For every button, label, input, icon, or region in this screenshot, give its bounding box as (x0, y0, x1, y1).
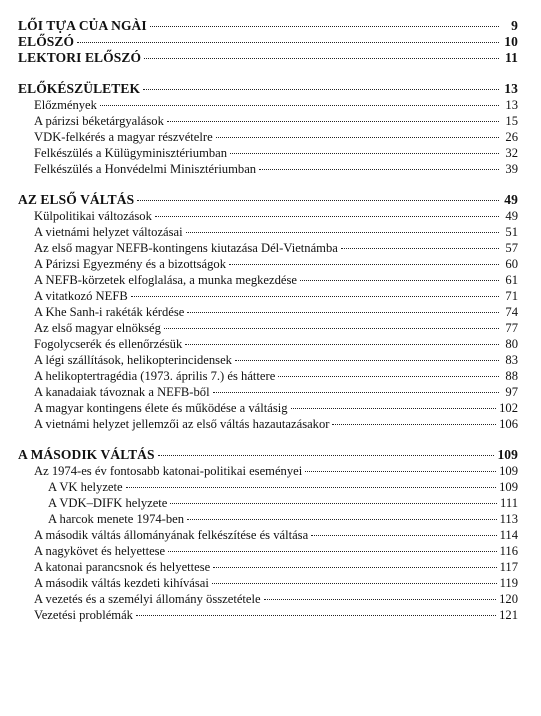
toc-subsection-entry (18, 511, 518, 527)
toc-entry-title: Felkészülés a Honvédelmi Minisztériumban (34, 162, 257, 176)
toc-entry-title: A vietnámi helyzet változásai (34, 225, 183, 239)
toc-page-number: 74 (505, 305, 518, 319)
toc-entry-title: A vezetés és a személyi állomány összetétele (34, 592, 261, 606)
toc-section-entry (18, 240, 518, 256)
toc-page-number: 49 (504, 192, 518, 207)
toc-section-entry (18, 352, 518, 368)
dot-leader (187, 519, 497, 520)
toc-page-number: 114 (499, 528, 518, 542)
toc-entry-title: A vitatkozó NEFB (34, 289, 128, 303)
toc-page-number: 13 (504, 81, 518, 96)
toc-entry-title: Fogolycserék és ellenőrzésük (34, 337, 183, 351)
toc-section-entry (18, 145, 518, 161)
toc-page-number: 121 (499, 608, 518, 622)
dot-leader (305, 471, 496, 472)
dot-leader (155, 216, 499, 217)
dot-leader (168, 551, 496, 552)
toc-page-number: 116 (499, 544, 518, 558)
toc-page-number: 97 (505, 385, 518, 399)
toc-section-entry (18, 113, 518, 129)
toc-entry-title: A Párizsi Egyezmény és a bizottságok (34, 257, 227, 271)
dot-leader (185, 344, 499, 345)
toc-entry-title: Az első magyar NEFB-kontingens kiutazása Dél-Vietnámba (34, 241, 338, 255)
toc-chapter-entry (18, 34, 518, 50)
toc-section-entry (18, 543, 518, 559)
dot-leader (144, 58, 499, 59)
dot-leader (291, 408, 497, 409)
dot-leader (341, 248, 499, 249)
dot-leader (259, 169, 499, 170)
dot-leader (332, 424, 496, 425)
toc-page-number: 51 (505, 225, 518, 239)
toc-page-number: 61 (505, 273, 518, 287)
toc-section-entry (18, 224, 518, 240)
toc-entry-title: A kanadaiak távoznak a NEFB-ből (34, 385, 210, 399)
toc-section-entry (18, 161, 518, 177)
toc-entry-title: LEKTORI ELŐSZÓ (18, 50, 142, 65)
toc-page-number: 39 (505, 162, 518, 176)
toc-entry-title: A magyar kontingens élete és működése a váltásig (34, 401, 288, 415)
toc-entry-title: Felkészülés a Külügyminisztériumban (34, 146, 228, 160)
toc-chapter-entry (18, 18, 518, 34)
toc-entry-title: A VDK–DIFK helyzete (48, 496, 168, 510)
toc-entry-title: Vezetési problémák (34, 608, 133, 622)
dot-leader (170, 503, 497, 504)
toc-entry-title: Az 1974-es év fontosabb katonai-politikai eseményei (34, 464, 303, 478)
dot-leader (229, 264, 499, 265)
toc-page-number: 77 (505, 321, 518, 335)
toc-page-number: 117 (499, 560, 518, 574)
toc-page-number: 13 (505, 98, 518, 112)
toc-section-entry (18, 272, 518, 288)
toc-entry-title: ELŐKÉSZÜLETEK (18, 81, 141, 96)
dot-leader (137, 200, 499, 201)
toc-page-number: 57 (505, 241, 518, 255)
dot-leader (150, 26, 499, 27)
dot-leader (213, 392, 499, 393)
toc-section-entry (18, 591, 518, 607)
toc-page-number: 109 (497, 447, 518, 462)
dot-leader (311, 535, 496, 536)
toc-entry-title: AZ ELSŐ VÁLTÁS (18, 192, 135, 207)
dot-leader (158, 455, 495, 456)
toc-section-entry (18, 129, 518, 145)
toc-page-number: 106 (499, 417, 518, 431)
toc-page-number: 15 (505, 114, 518, 128)
toc-section-entry (18, 208, 518, 224)
toc-section-entry (18, 416, 518, 432)
toc-entry-title: A VK helyzete (48, 480, 123, 494)
toc-entry-title: A párizsi béketárgyalások (34, 114, 164, 128)
toc-entry-title: A második váltás kezdeti kihívásai (34, 576, 209, 590)
toc-page-number: 71 (505, 289, 518, 303)
toc-entry-title: A helikoptertragédia (1973. április 7.) és háttere (34, 369, 276, 383)
dot-leader (230, 153, 499, 154)
toc-subsection-entry (18, 495, 518, 511)
toc-entry-title: A NEFB-körzetek elfoglalása, a munka megkezdése (34, 273, 297, 287)
dot-leader (164, 328, 499, 329)
toc-entry-title: ELŐSZÓ (18, 34, 75, 49)
toc-entry-title: Előzmények (34, 98, 97, 112)
dot-leader (100, 105, 499, 106)
toc-entry-title: Az első magyar elnökség (34, 321, 161, 335)
toc-page-number: 60 (505, 257, 518, 271)
toc-section-entry (18, 575, 518, 591)
toc-section-entry (18, 463, 518, 479)
toc-page-number: 102 (499, 401, 518, 415)
toc-entry-title: A vietnámi helyzet jellemzői az első váltás hazautazásakor (34, 417, 330, 431)
toc-section-entry (18, 336, 518, 352)
toc-page-number: 120 (499, 592, 518, 606)
toc-page-number: 113 (499, 512, 518, 526)
toc-page-number: 119 (499, 576, 518, 590)
toc-page-number: 32 (505, 146, 518, 160)
toc-entry-title: A harcok menete 1974-ben (48, 512, 185, 526)
toc-chapter-entry (18, 192, 518, 208)
toc-section-entry (18, 384, 518, 400)
dot-leader (186, 232, 499, 233)
toc-section-entry (18, 288, 518, 304)
toc-page-number: 49 (505, 209, 518, 223)
toc-section-entry (18, 559, 518, 575)
toc-page-number: 109 (499, 480, 518, 494)
dot-leader (131, 296, 499, 297)
toc-section-entry (18, 607, 518, 623)
toc-entry-title: A MÁSODIK VÁLTÁS (18, 447, 155, 462)
dot-leader (126, 487, 497, 488)
dot-leader (212, 583, 497, 584)
toc-entry-title: A második váltás állományának felkészítése és váltása (34, 528, 309, 542)
toc-page-number: 80 (505, 337, 518, 351)
toc-section-entry (18, 304, 518, 320)
dot-leader (143, 89, 499, 90)
dot-leader (77, 42, 499, 43)
toc-section-entry (18, 256, 518, 272)
toc-entry-title: A nagykövet és helyettese (34, 544, 166, 558)
dot-leader (213, 567, 496, 568)
toc-section-entry (18, 320, 518, 336)
toc-page-number: 26 (505, 130, 518, 144)
toc-section-entry (18, 527, 518, 543)
toc-page-number: 10 (504, 34, 518, 49)
toc-chapter-entry (18, 81, 518, 97)
toc-chapter-entry (18, 447, 518, 463)
dot-leader (187, 312, 499, 313)
toc-entry-title: VDK-felkérés a magyar részvételre (34, 130, 213, 144)
dot-leader (278, 376, 499, 377)
dot-leader (264, 599, 497, 600)
dot-leader (136, 615, 496, 616)
dot-leader (216, 137, 499, 138)
dot-leader (167, 121, 499, 122)
toc-entry-title: Külpolitikai változások (34, 209, 152, 223)
toc-chapter-entry (18, 50, 518, 66)
table-of-contents (18, 18, 518, 623)
toc-entry-title: LŐI TỰA CỦA NGÀI (18, 18, 147, 33)
toc-section-entry (18, 97, 518, 113)
toc-page-number: 9 (511, 18, 518, 33)
toc-section-entry (18, 400, 518, 416)
toc-page-number: 111 (500, 496, 518, 510)
toc-entry-title: A Khe Sanh-i rakéták kérdése (34, 305, 185, 319)
dot-leader (300, 280, 499, 281)
toc-page-number: 109 (499, 464, 518, 478)
toc-section-entry (18, 368, 518, 384)
dot-leader (235, 360, 499, 361)
toc-entry-title: A légi szállítások, helikopterincidensek (34, 353, 232, 367)
toc-subsection-entry (18, 479, 518, 495)
toc-page-number: 83 (505, 353, 518, 367)
toc-page-number: 88 (505, 369, 518, 383)
toc-page-number: 11 (505, 50, 518, 65)
toc-entry-title: A katonai parancsnok és helyettese (34, 560, 211, 574)
